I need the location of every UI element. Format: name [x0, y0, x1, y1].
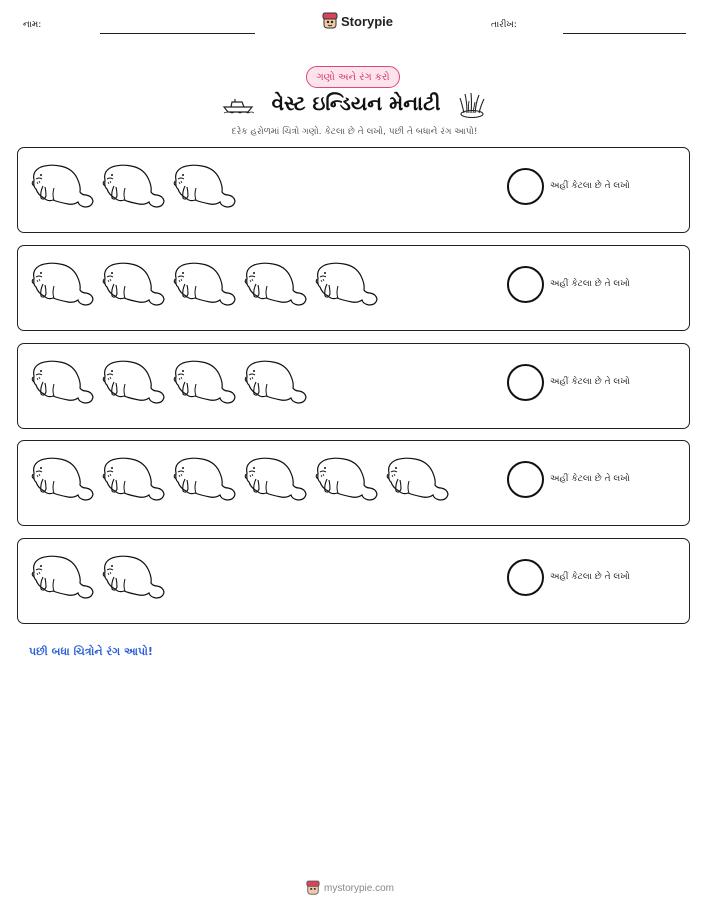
- manatee-icon[interactable]: [28, 553, 94, 601]
- manatee-group: [28, 260, 378, 308]
- manatee-icon[interactable]: [28, 358, 94, 406]
- manatee-icon[interactable]: [312, 455, 378, 503]
- write-count-label: અહીં કેટલા છે તે લખો: [550, 279, 630, 289]
- answer-circle[interactable]: [507, 266, 544, 303]
- boat-icon: [222, 96, 254, 114]
- count-row: [17, 147, 690, 233]
- answer-circle[interactable]: [507, 168, 544, 205]
- manatee-icon[interactable]: [170, 358, 236, 406]
- manatee-group: [28, 358, 307, 406]
- manatee-icon[interactable]: [170, 260, 236, 308]
- footer: [306, 880, 394, 896]
- storypie-logo-icon: [322, 12, 338, 30]
- manatee-icon[interactable]: [241, 455, 307, 503]
- write-count-label: અહીં કેટલા છે તે લખો: [550, 572, 630, 582]
- write-count-label: અહીં કેટલા છે તે લખો: [550, 377, 630, 387]
- manatee-icon[interactable]: [241, 358, 307, 406]
- answer-circle[interactable]: [507, 364, 544, 401]
- footer-url: mystorypie.com: [324, 882, 395, 894]
- count-row: [17, 538, 690, 624]
- seagrass-icon: [458, 92, 486, 118]
- activity-badge: ગણો અને રંગ કરો: [306, 66, 400, 88]
- manatee-icon[interactable]: [383, 455, 449, 503]
- name-label: નામ:: [23, 20, 42, 30]
- date-label: તારીખ:: [491, 20, 517, 30]
- manatee-icon[interactable]: [99, 162, 165, 210]
- manatee-icon[interactable]: [28, 162, 94, 210]
- write-count-label: અહીં કેટલા છે તે લખો: [550, 474, 630, 484]
- manatee-icon[interactable]: [99, 455, 165, 503]
- manatee-group: [28, 553, 165, 601]
- brand: [322, 12, 393, 30]
- write-count-label: અહીં કેટલા છે તે લખો: [550, 181, 630, 191]
- count-row: [17, 343, 690, 429]
- manatee-icon[interactable]: [170, 162, 236, 210]
- instructions: દરેક હરોળમાં ચિત્રો ગણો. કેટલા છે તે લખો, પછી તે બધાને રંગ આપો!: [231, 127, 478, 137]
- closing-note: પછી બધા ચિત્રોને રંગ આપો!: [29, 645, 153, 658]
- count-row: [17, 440, 690, 526]
- brand-name: Storypie: [341, 13, 394, 29]
- storypie-footer-logo-icon: [306, 880, 320, 896]
- manatee-icon[interactable]: [28, 455, 94, 503]
- manatee-group: [28, 162, 236, 210]
- manatee-icon[interactable]: [99, 358, 165, 406]
- manatee-group: [28, 455, 449, 503]
- manatee-icon[interactable]: [312, 260, 378, 308]
- answer-circle[interactable]: [507, 461, 544, 498]
- answer-circle[interactable]: [507, 559, 544, 596]
- manatee-icon[interactable]: [241, 260, 307, 308]
- manatee-icon[interactable]: [99, 260, 165, 308]
- page-title: વેસ્ટ ઇન્ડિયન મેનાટી: [271, 91, 441, 115]
- count-row: [17, 245, 690, 331]
- manatee-icon[interactable]: [28, 260, 94, 308]
- manatee-icon[interactable]: [99, 553, 165, 601]
- date-line[interactable]: [563, 33, 686, 34]
- manatee-icon[interactable]: [170, 455, 236, 503]
- name-line[interactable]: [100, 33, 255, 34]
